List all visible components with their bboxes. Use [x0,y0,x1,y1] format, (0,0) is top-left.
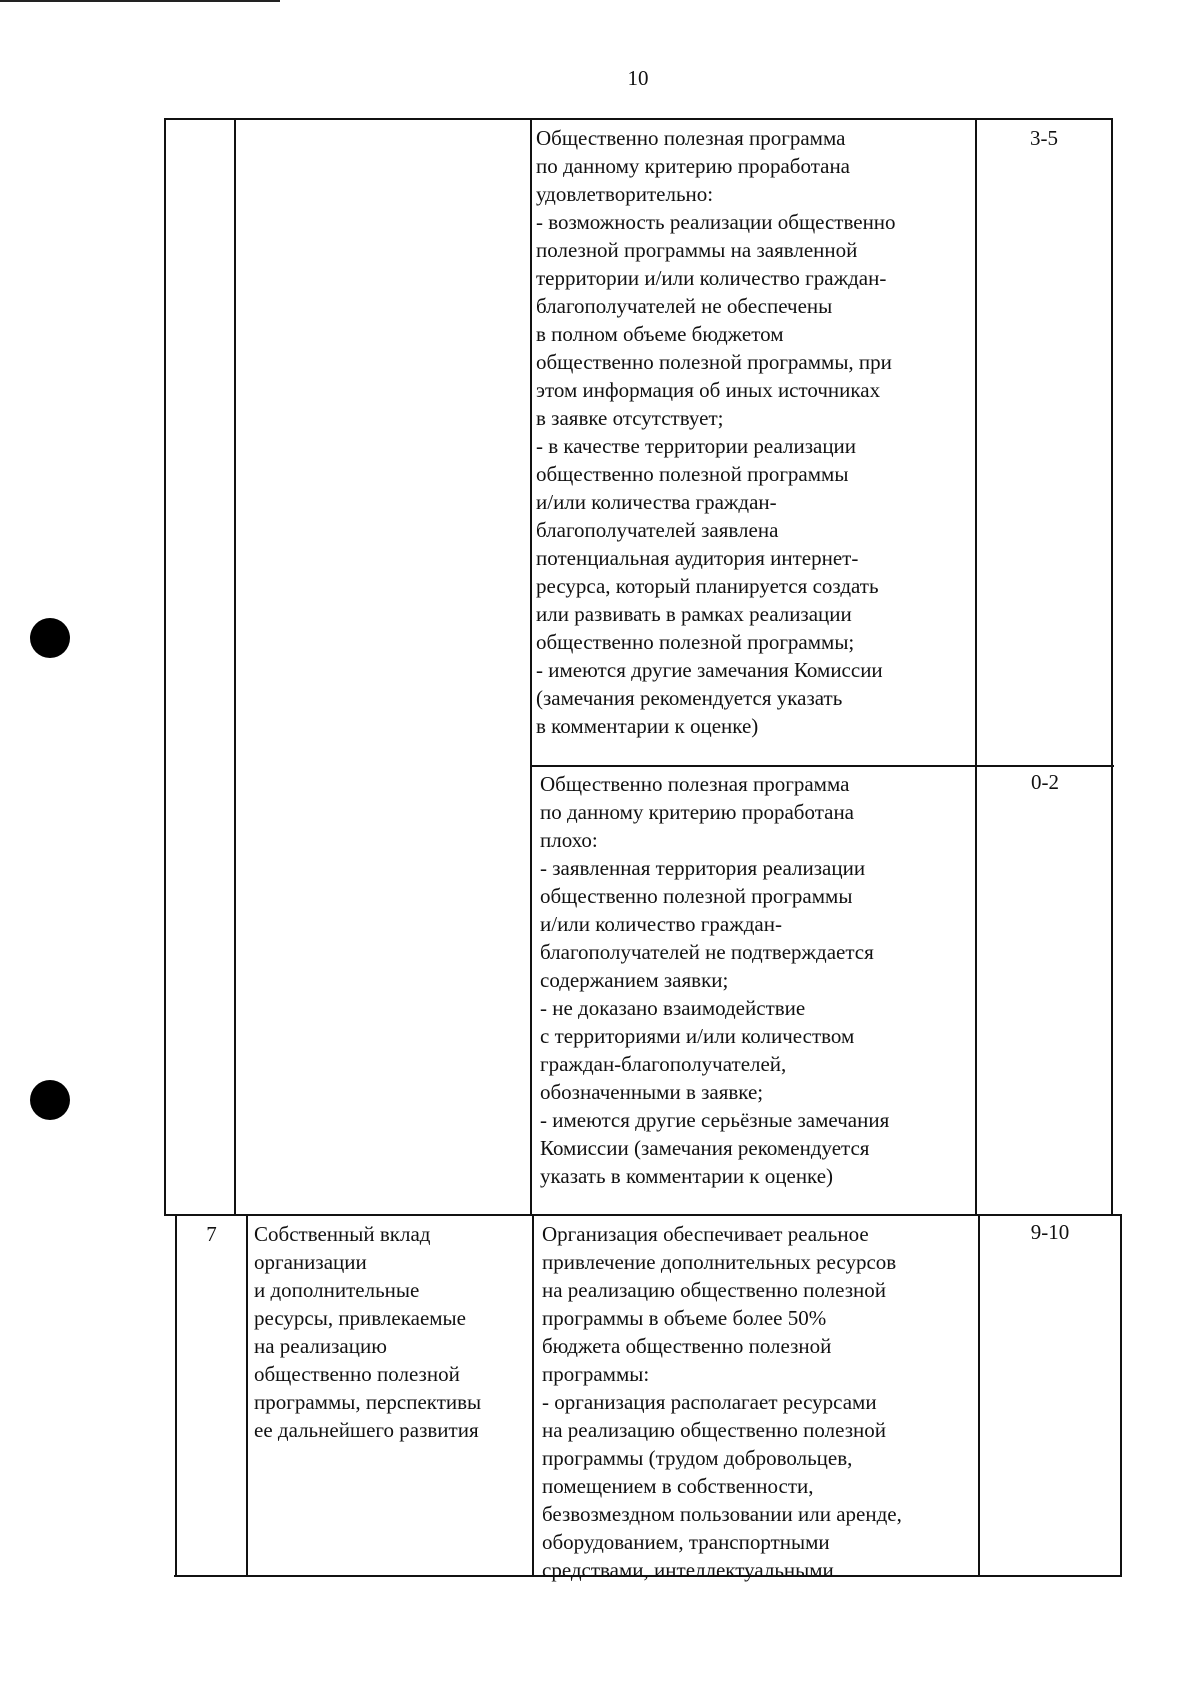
criterion-text: Собственный вклад организации и дополнительные ресурсы, привлекаемые на реализацию общественно полезной программы, перспективы ее дальнейшего развития [254,1222,482,1442]
score-range: 0-2 [1031,770,1059,794]
scan-artifact-line [0,0,280,2]
column-divider [532,1214,534,1576]
table-border-top [164,118,1112,120]
column-divider [530,118,532,1215]
table-border-right [1111,118,1113,1215]
punch-hole [30,618,70,658]
table-border-left [175,1214,177,1576]
row-divider [530,765,1114,767]
column-divider [975,118,977,1215]
criterion-description: Организация обеспечивает реальное привлечение дополнительных ресурсов на реализацию общественно полезной программы в объеме более 50% бюджета общественно полезной программы: - организация располагает ресурсами на реализацию общественно полезной программы (трудом добровольцев, помещением в собственности, безвозмездном пользовании или аренде, оборудованием, транспортными средствами, интеллектуальными [542,1222,902,1582]
table-border-right [1120,1214,1122,1576]
column-divider [234,118,236,1215]
score-range: 3-5 [1030,126,1058,150]
row-number: 7 [206,1222,217,1246]
page-number: 10 [627,66,649,90]
column-divider [246,1214,248,1576]
criterion-description: Общественно полезная программа по данному критерию проработана плохо: - заявленная территория реализации общественно полезной программы и/или количество граждан- благополучателей не подтверждается содержанием заявки; - не доказано взаимодействие с территориями и/или количеством граждан-благополучателей, обозначенными в заявке; - имеются другие серьёзные замечания Комиссии (замечания рекомендуется указать в комментарии к оценке) [540,772,890,1188]
table-border-left [164,118,166,1215]
column-divider [978,1214,980,1576]
punch-hole [30,1080,70,1120]
score-range: 9-10 [1030,1220,1070,1244]
criterion-description: Общественно полезная программа по данному критерию проработана удовлетворительно: - возможность реализации общественно полезной программы на заявленной территории и/или количество граждан- благополучателей не обеспечены в полном объеме бюджетом общественно полезной программы, при этом информация об иных источниках в заявке отсутствует; - в качестве территории реализации общественно полезной программы и/или количества граждан- благополучателей заявлена потенциальная аудитория интернет- ресурса, который планируется создать или развивать в рамках реализации общественно полезной программы; - имеются другие замечания Комиссии (замечания рекомендуется указать в комментарии к оценке) [536,126,896,738]
